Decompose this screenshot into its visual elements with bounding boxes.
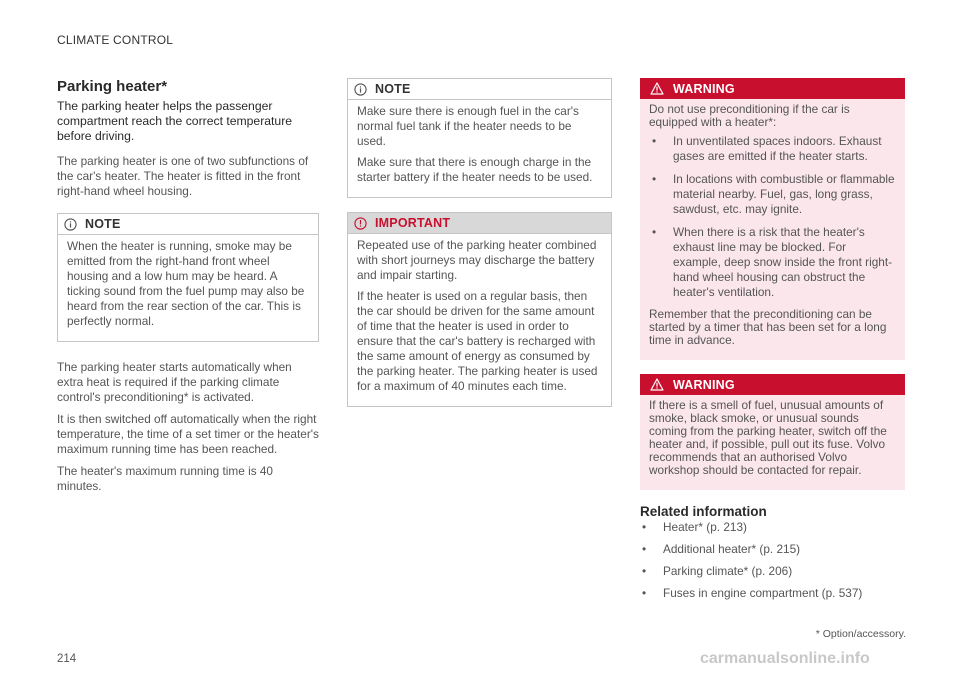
warning-box-fuel-smell — [640, 374, 905, 490]
note-header — [58, 214, 318, 235]
related-information-title: Related information — [640, 504, 767, 519]
important-box — [347, 212, 612, 407]
column-2 — [347, 78, 612, 421]
related-link-additional-heater[interactable]: • Additional heater* (p. 215) — [642, 542, 801, 556]
column-3 — [640, 78, 905, 608]
column-1 — [57, 78, 319, 501]
important-label: IMPORTANT — [375, 216, 451, 230]
warning-triangle-icon — [650, 82, 664, 95]
warning-intro: Do not use preconditioning if the car is equipped with a heater*: — [649, 102, 850, 129]
warning-text: If there is a smell of fuel, unusual amounts of smoke, black smoke, or unusual sounds coming from the parking heater, switch off the heater and, if possible, pull out its fuse. Volvo recommends that an authorised Volvo workshop should be contacted for repair. — [649, 398, 887, 477]
warning-triangle-icon — [650, 378, 664, 391]
list-item: • In unventilated spaces indoors. Exhaust gases are emitted if the heater starts. — [652, 134, 882, 163]
warning-label: WARNING — [673, 81, 735, 96]
info-icon — [64, 218, 77, 231]
warning-header — [640, 374, 905, 395]
list-item: • When there is a risk that the heater's exhaust line may be blocked. For example, deep snow inside the front right-hand wheel housing can obstruct the heater's ventilation. — [652, 225, 893, 299]
page-title: Parking heater* — [57, 78, 168, 95]
paragraph-max-time: The heater's maximum running time is 40 minutes. — [57, 464, 273, 493]
paragraph-auto-start: The parking heater starts automatically when extra heat is required if the parking climate control's preconditioning* is activated. — [57, 360, 292, 404]
note-text: When the heater is running, smoke may be emitted from the right-hand front wheel housing and a low hum may be heard. A ticking sound from the fuel pump may also be heard from the rear section of the car. This is perfectly normal. — [67, 239, 305, 328]
warning-header — [640, 78, 905, 99]
note-box — [57, 213, 319, 342]
intro-paragraph: The parking heater is one of two subfunctions of the car's heater. The heater is fitted in the front right-hand wheel housing. — [57, 154, 309, 198]
footnote: * Option/accessory. — [815, 628, 906, 640]
note-header — [348, 79, 611, 100]
list-item: • In locations with combustible or flammable material nearby. Fuel, gas, long grass, sawdust, etc. may ignite. — [652, 172, 895, 216]
note-fuel-text: Make sure there is enough fuel in the car's normal fuel tank if the heater needs to be used. — [357, 104, 579, 148]
related-link-heater[interactable]: • Heater* (p. 213) — [642, 520, 747, 534]
warning-outro: Remember that the preconditioning can be started by a timer that has been set for a long time in advance. — [649, 307, 887, 347]
important-icon — [354, 217, 367, 230]
note-battery-text: Make sure that there is enough charge in the starter battery if the heater needs to be used. — [357, 155, 593, 184]
watermark: carmanualsonline.info — [700, 650, 870, 667]
warning-list — [649, 134, 895, 300]
important-header — [348, 213, 611, 234]
related-links — [640, 520, 905, 601]
section-title: CLIMATE CONTROL — [57, 33, 174, 47]
paragraph-auto-stop: It is then switched off automatically when the right temperature, the time of a set timer or the heater's maximum running time has been reached. — [57, 412, 319, 456]
warning-label: WARNING — [673, 377, 735, 392]
warning-box-preconditioning — [640, 78, 905, 360]
related-link-parking-climate[interactable]: • Parking climate* (p. 206) — [642, 564, 793, 578]
important-text-2: If the heater is used on a regular basis, then the car should be driven for the same amount of time that the heater is used in order to ensure that the car's battery is recharged with the same amount of energy as consumed by the parking heater. The parking heater is used for a maximum of 40 minutes each time. — [357, 289, 598, 393]
note-box-fuel — [347, 78, 612, 198]
note-label: NOTE — [85, 217, 121, 231]
page-number: 214 — [57, 653, 77, 665]
related-link-fuses[interactable]: • Fuses in engine compartment (p. 537) — [642, 586, 863, 600]
lead-text: The parking heater helps the passenger compartment reach the correct temperature before driving. — [57, 99, 293, 143]
important-text-1: Repeated use of the parking heater combined with short journeys may discharge the battery and impair starting. — [357, 238, 597, 282]
info-icon — [354, 83, 367, 96]
note-label: NOTE — [375, 82, 411, 96]
